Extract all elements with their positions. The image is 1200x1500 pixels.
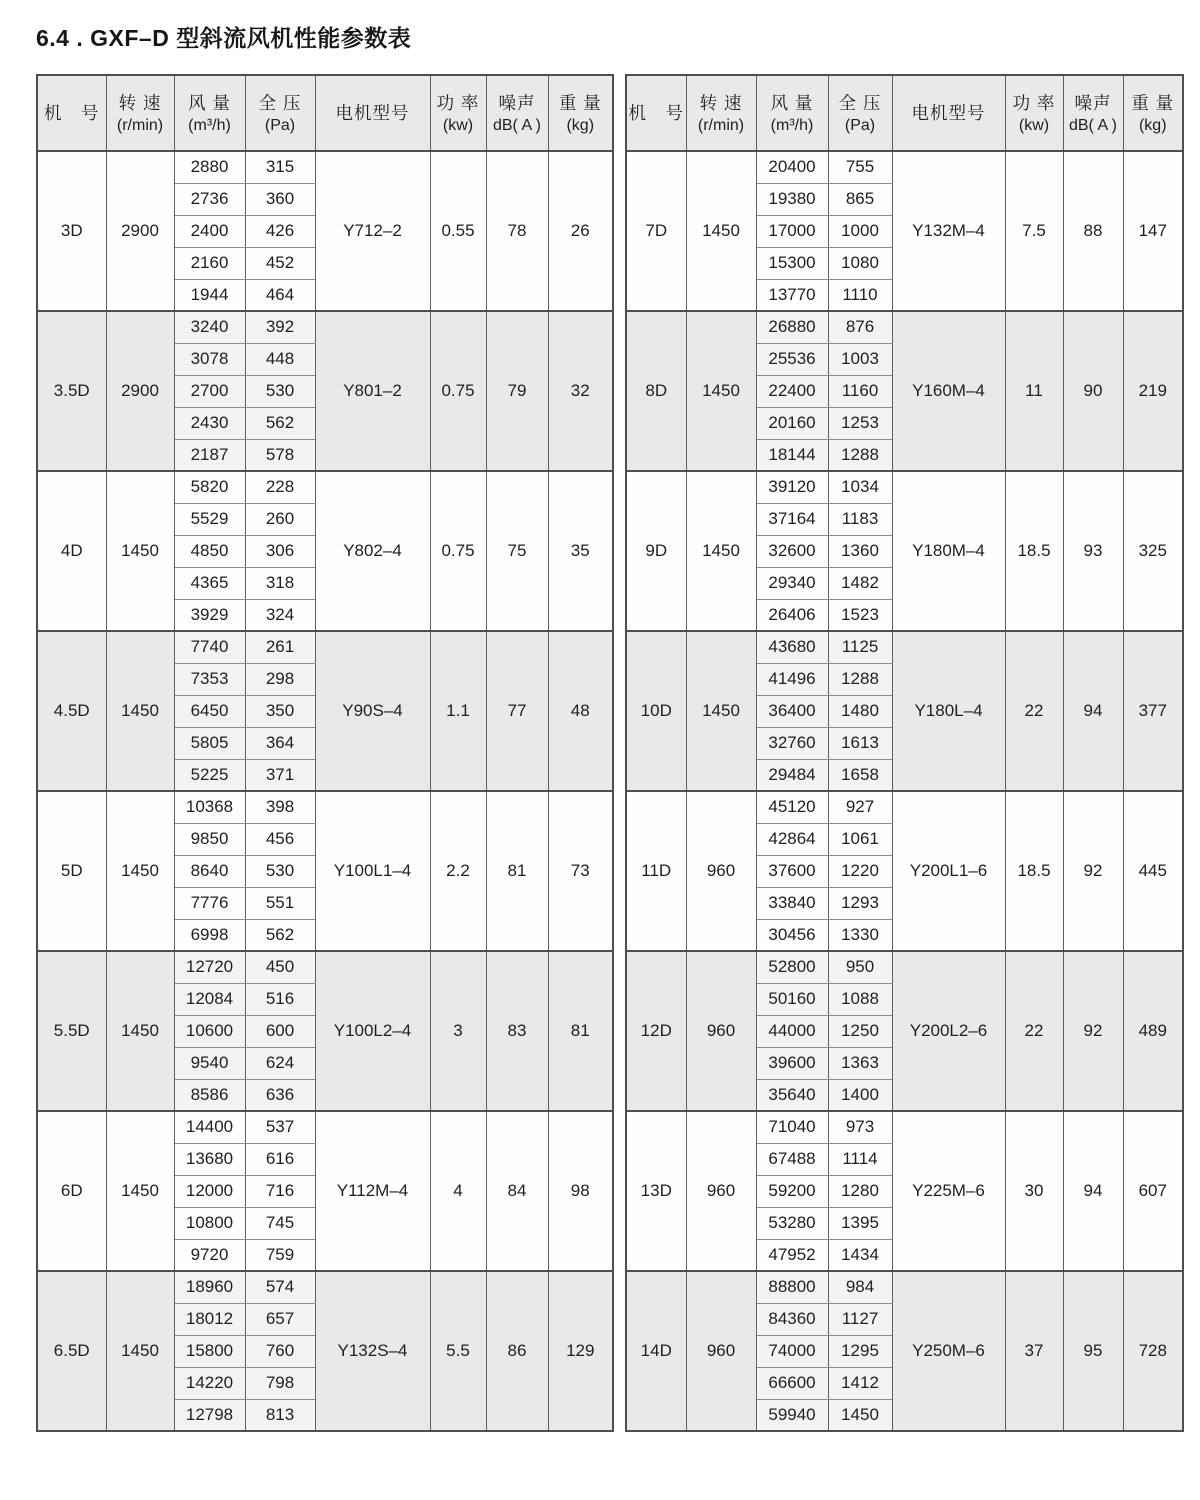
pressure-cell: 1395	[828, 1207, 892, 1239]
pressure-cell: 315	[245, 151, 315, 183]
airflow-cell: 33840	[756, 887, 828, 919]
pressure-cell: 1110	[828, 279, 892, 311]
power-cell: 11	[1005, 311, 1063, 471]
airflow-cell: 36400	[756, 695, 828, 727]
airflow-cell: 3078	[174, 343, 245, 375]
airflow-cell: 5805	[174, 727, 245, 759]
weight-cell: 32	[548, 311, 613, 471]
pressure-cell: 562	[245, 919, 315, 951]
pressure-cell: 1330	[828, 919, 892, 951]
pressure-cell: 360	[245, 183, 315, 215]
noise-cell: 86	[486, 1271, 548, 1431]
airflow-cell: 20400	[756, 151, 828, 183]
table-row	[37, 1271, 613, 1303]
pressure-cell: 1114	[828, 1143, 892, 1175]
col-header-speed: 转 速 (r/min)	[686, 75, 756, 151]
header-row	[37, 75, 613, 151]
pressure-cell: 426	[245, 215, 315, 247]
airflow-cell: 18144	[756, 439, 828, 471]
pressure-cell: 228	[245, 471, 315, 503]
airflow-cell: 8586	[174, 1079, 245, 1111]
table-row	[626, 311, 1183, 343]
pressure-cell: 759	[245, 1239, 315, 1271]
airflow-cell: 12720	[174, 951, 245, 983]
motor-cell: Y160M–4	[892, 311, 1005, 471]
pressure-cell: 1280	[828, 1175, 892, 1207]
pressure-cell: 973	[828, 1111, 892, 1143]
pressure-cell: 950	[828, 951, 892, 983]
airflow-cell: 4365	[174, 567, 245, 599]
noise-cell: 77	[486, 631, 548, 791]
airflow-cell: 15300	[756, 247, 828, 279]
power-cell: 30	[1005, 1111, 1063, 1271]
speed-cell: 1450	[686, 631, 756, 791]
airflow-cell: 12084	[174, 983, 245, 1015]
airflow-cell: 3240	[174, 311, 245, 343]
model-cell: 10D	[626, 631, 686, 791]
weight-cell: 81	[548, 951, 613, 1111]
noise-cell: 92	[1063, 951, 1123, 1111]
power-cell: 18.5	[1005, 791, 1063, 951]
motor-cell: Y801–2	[315, 311, 430, 471]
table-row	[37, 471, 613, 503]
pressure-cell: 450	[245, 951, 315, 983]
noise-cell: 94	[1063, 631, 1123, 791]
motor-cell: Y250M–6	[892, 1271, 1005, 1431]
pressure-cell: 600	[245, 1015, 315, 1047]
power-cell: 5.5	[430, 1271, 486, 1431]
weight-cell: 325	[1123, 471, 1183, 631]
table-row	[37, 951, 613, 983]
airflow-cell: 59940	[756, 1399, 828, 1431]
airflow-cell: 1944	[174, 279, 245, 311]
pressure-cell: 760	[245, 1335, 315, 1367]
col-header-power: 功 率 (kw)	[430, 75, 486, 151]
pressure-cell: 745	[245, 1207, 315, 1239]
airflow-cell: 44000	[756, 1015, 828, 1047]
pressure-cell: 1295	[828, 1335, 892, 1367]
airflow-cell: 7740	[174, 631, 245, 663]
pressure-cell: 398	[245, 791, 315, 823]
col-header-motor: 电机型号	[315, 75, 430, 151]
airflow-cell: 52800	[756, 951, 828, 983]
model-cell: 6D	[37, 1111, 106, 1271]
airflow-cell: 45120	[756, 791, 828, 823]
fan-spec-table-right	[625, 74, 1184, 1432]
speed-cell: 1450	[106, 631, 174, 791]
airflow-cell: 8640	[174, 855, 245, 887]
model-cell: 9D	[626, 471, 686, 631]
pressure-cell: 464	[245, 279, 315, 311]
page-title: 6.4 . GXF–D 型斜流风机性能参数表	[36, 25, 412, 51]
noise-cell: 79	[486, 311, 548, 471]
col-header-pressure: 全 压 (Pa)	[245, 75, 315, 151]
pressure-cell: 530	[245, 375, 315, 407]
airflow-cell: 2880	[174, 151, 245, 183]
speed-cell: 960	[686, 951, 756, 1111]
power-cell: 0.75	[430, 311, 486, 471]
table-row	[626, 951, 1183, 983]
pressure-cell: 350	[245, 695, 315, 727]
airflow-cell: 29484	[756, 759, 828, 791]
pressure-cell: 260	[245, 503, 315, 535]
noise-cell: 83	[486, 951, 548, 1111]
pressure-cell: 1293	[828, 887, 892, 919]
airflow-cell: 35640	[756, 1079, 828, 1111]
motor-cell: Y712–2	[315, 151, 430, 311]
power-cell: 1.1	[430, 631, 486, 791]
table-row	[626, 151, 1183, 183]
pressure-cell: 813	[245, 1399, 315, 1431]
pressure-cell: 984	[828, 1271, 892, 1303]
pressure-cell: 1480	[828, 695, 892, 727]
pressure-cell: 392	[245, 311, 315, 343]
pressure-cell: 306	[245, 535, 315, 567]
pressure-cell: 371	[245, 759, 315, 791]
motor-cell: Y200L2–6	[892, 951, 1005, 1111]
airflow-cell: 9540	[174, 1047, 245, 1079]
col-header-speed: 转 速 (r/min)	[106, 75, 174, 151]
airflow-cell: 10600	[174, 1015, 245, 1047]
motor-cell: Y132S–4	[315, 1271, 430, 1431]
pressure-cell: 865	[828, 183, 892, 215]
fan-table-right-body	[626, 151, 1183, 1431]
noise-cell: 75	[486, 471, 548, 631]
airflow-cell: 37164	[756, 503, 828, 535]
pressure-cell: 324	[245, 599, 315, 631]
model-cell: 5.5D	[37, 951, 106, 1111]
weight-cell: 377	[1123, 631, 1183, 791]
weight-cell: 26	[548, 151, 613, 311]
pressure-cell: 537	[245, 1111, 315, 1143]
airflow-cell: 29340	[756, 567, 828, 599]
model-cell: 3D	[37, 151, 106, 311]
model-cell: 4.5D	[37, 631, 106, 791]
pressure-cell: 516	[245, 983, 315, 1015]
airflow-cell: 47952	[756, 1239, 828, 1271]
pressure-cell: 1434	[828, 1239, 892, 1271]
weight-cell: 73	[548, 791, 613, 951]
power-cell: 3	[430, 951, 486, 1111]
motor-cell: Y225M–6	[892, 1111, 1005, 1271]
weight-cell: 147	[1123, 151, 1183, 311]
pressure-cell: 1613	[828, 727, 892, 759]
table-row	[37, 791, 613, 823]
noise-cell: 94	[1063, 1111, 1123, 1271]
pressure-cell: 657	[245, 1303, 315, 1335]
model-cell: 14D	[626, 1271, 686, 1431]
noise-cell: 95	[1063, 1271, 1123, 1431]
airflow-cell: 7776	[174, 887, 245, 919]
weight-cell: 728	[1123, 1271, 1183, 1431]
pressure-cell: 578	[245, 439, 315, 471]
table-row	[626, 791, 1183, 823]
pressure-cell: 1253	[828, 407, 892, 439]
airflow-cell: 50160	[756, 983, 828, 1015]
speed-cell: 1450	[106, 1111, 174, 1271]
airflow-cell: 53280	[756, 1207, 828, 1239]
col-header-motor: 电机型号	[892, 75, 1005, 151]
pressure-cell: 1400	[828, 1079, 892, 1111]
airflow-cell: 42864	[756, 823, 828, 855]
pressure-cell: 1250	[828, 1015, 892, 1047]
airflow-cell: 2736	[174, 183, 245, 215]
pressure-cell: 1061	[828, 823, 892, 855]
model-cell: 3.5D	[37, 311, 106, 471]
airflow-cell: 13680	[174, 1143, 245, 1175]
airflow-cell: 5225	[174, 759, 245, 791]
motor-cell: Y132M–4	[892, 151, 1005, 311]
col-header-model: 机 号	[626, 75, 686, 151]
weight-cell: 48	[548, 631, 613, 791]
pressure-cell: 448	[245, 343, 315, 375]
airflow-cell: 17000	[756, 215, 828, 247]
noise-cell: 93	[1063, 471, 1123, 631]
airflow-cell: 84360	[756, 1303, 828, 1335]
airflow-cell: 71040	[756, 1111, 828, 1143]
noise-cell: 84	[486, 1111, 548, 1271]
pressure-cell: 318	[245, 567, 315, 599]
airflow-cell: 12000	[174, 1175, 245, 1207]
col-header-noise: 噪声 dB( A )	[1063, 75, 1123, 151]
airflow-cell: 14400	[174, 1111, 245, 1143]
pressure-cell: 1160	[828, 375, 892, 407]
pressure-cell: 1003	[828, 343, 892, 375]
weight-cell: 129	[548, 1271, 613, 1431]
pressure-cell: 1658	[828, 759, 892, 791]
noise-cell: 78	[486, 151, 548, 311]
airflow-cell: 67488	[756, 1143, 828, 1175]
speed-cell: 1450	[106, 1271, 174, 1431]
airflow-cell: 10368	[174, 791, 245, 823]
airflow-cell: 22400	[756, 375, 828, 407]
pressure-cell: 1482	[828, 567, 892, 599]
pressure-cell: 1000	[828, 215, 892, 247]
airflow-cell: 3929	[174, 599, 245, 631]
table-row	[37, 631, 613, 663]
noise-cell: 90	[1063, 311, 1123, 471]
col-header-model: 机 号	[37, 75, 106, 151]
header-row	[626, 75, 1183, 151]
weight-cell: 489	[1123, 951, 1183, 1111]
speed-cell: 960	[686, 1271, 756, 1431]
motor-cell: Y90S–4	[315, 631, 430, 791]
airflow-cell: 4850	[174, 535, 245, 567]
power-cell: 4	[430, 1111, 486, 1271]
model-cell: 12D	[626, 951, 686, 1111]
model-cell: 4D	[37, 471, 106, 631]
fan-table-left-body	[37, 151, 613, 1431]
airflow-cell: 2187	[174, 439, 245, 471]
airflow-cell: 59200	[756, 1175, 828, 1207]
table-row	[37, 151, 613, 183]
power-cell: 22	[1005, 951, 1063, 1111]
pressure-cell: 1523	[828, 599, 892, 631]
table-row	[626, 1271, 1183, 1303]
noise-cell: 81	[486, 791, 548, 951]
power-cell: 37	[1005, 1271, 1063, 1431]
pressure-cell: 624	[245, 1047, 315, 1079]
pressure-cell: 551	[245, 887, 315, 919]
pressure-cell: 755	[828, 151, 892, 183]
airflow-cell: 74000	[756, 1335, 828, 1367]
airflow-cell: 30456	[756, 919, 828, 951]
pressure-cell: 636	[245, 1079, 315, 1111]
model-cell: 11D	[626, 791, 686, 951]
airflow-cell: 2430	[174, 407, 245, 439]
pressure-cell: 1127	[828, 1303, 892, 1335]
airflow-cell: 25536	[756, 343, 828, 375]
motor-cell: Y200L1–6	[892, 791, 1005, 951]
pressure-cell: 716	[245, 1175, 315, 1207]
power-cell: 0.55	[430, 151, 486, 311]
pressure-cell: 364	[245, 727, 315, 759]
airflow-cell: 6998	[174, 919, 245, 951]
airflow-cell: 2160	[174, 247, 245, 279]
power-cell: 22	[1005, 631, 1063, 791]
pressure-cell: 261	[245, 631, 315, 663]
col-header-noise: 噪声 dB( A )	[486, 75, 548, 151]
pressure-cell: 927	[828, 791, 892, 823]
pressure-cell: 1412	[828, 1367, 892, 1399]
airflow-cell: 10800	[174, 1207, 245, 1239]
col-header-power: 功 率 (kw)	[1005, 75, 1063, 151]
pressure-cell: 298	[245, 663, 315, 695]
airflow-cell: 9850	[174, 823, 245, 855]
pressure-cell: 1363	[828, 1047, 892, 1079]
model-cell: 8D	[626, 311, 686, 471]
pressure-cell: 876	[828, 311, 892, 343]
motor-cell: Y180M–4	[892, 471, 1005, 631]
model-cell: 7D	[626, 151, 686, 311]
pressure-cell: 1288	[828, 663, 892, 695]
airflow-cell: 2700	[174, 375, 245, 407]
pressure-cell: 1125	[828, 631, 892, 663]
motor-cell: Y100L2–4	[315, 951, 430, 1111]
table-row	[37, 1111, 613, 1143]
motor-cell: Y112M–4	[315, 1111, 430, 1271]
pressure-cell: 530	[245, 855, 315, 887]
pressure-cell: 1080	[828, 247, 892, 279]
pressure-cell: 1088	[828, 983, 892, 1015]
tables-container	[36, 74, 1200, 1432]
speed-cell: 1450	[106, 791, 174, 951]
airflow-cell: 88800	[756, 1271, 828, 1303]
airflow-cell: 26406	[756, 599, 828, 631]
pressure-cell: 1220	[828, 855, 892, 887]
col-header-pressure: 全 压 (Pa)	[828, 75, 892, 151]
col-header-airflow: 风 量 (m³/h)	[174, 75, 245, 151]
model-cell: 13D	[626, 1111, 686, 1271]
power-cell: 18.5	[1005, 471, 1063, 631]
airflow-cell: 19380	[756, 183, 828, 215]
speed-cell: 1450	[106, 951, 174, 1111]
airflow-cell: 14220	[174, 1367, 245, 1399]
airflow-cell: 9720	[174, 1239, 245, 1271]
col-header-weight: 重 量 (kg)	[548, 75, 613, 151]
weight-cell: 98	[548, 1111, 613, 1271]
airflow-cell: 26880	[756, 311, 828, 343]
pressure-cell: 1034	[828, 471, 892, 503]
table-row	[626, 1111, 1183, 1143]
speed-cell: 1450	[686, 151, 756, 311]
airflow-cell: 66600	[756, 1367, 828, 1399]
airflow-cell: 43680	[756, 631, 828, 663]
power-cell: 0.75	[430, 471, 486, 631]
fan-spec-table-left	[36, 74, 614, 1432]
airflow-cell: 15800	[174, 1335, 245, 1367]
airflow-cell: 41496	[756, 663, 828, 695]
airflow-cell: 18012	[174, 1303, 245, 1335]
table-row	[626, 471, 1183, 503]
weight-cell: 445	[1123, 791, 1183, 951]
airflow-cell: 39600	[756, 1047, 828, 1079]
airflow-cell: 20160	[756, 407, 828, 439]
noise-cell: 92	[1063, 791, 1123, 951]
pressure-cell: 1288	[828, 439, 892, 471]
table-row	[37, 311, 613, 343]
col-header-airflow: 风 量 (m³/h)	[756, 75, 828, 151]
motor-cell: Y180L–4	[892, 631, 1005, 791]
weight-cell: 607	[1123, 1111, 1183, 1271]
motor-cell: Y100L1–4	[315, 791, 430, 951]
airflow-cell: 18960	[174, 1271, 245, 1303]
airflow-cell: 32600	[756, 535, 828, 567]
pressure-cell: 1450	[828, 1399, 892, 1431]
speed-cell: 960	[686, 791, 756, 951]
pressure-cell: 616	[245, 1143, 315, 1175]
pressure-cell: 1183	[828, 503, 892, 535]
pressure-cell: 562	[245, 407, 315, 439]
noise-cell: 88	[1063, 151, 1123, 311]
airflow-cell: 5529	[174, 503, 245, 535]
airflow-cell: 6450	[174, 695, 245, 727]
model-cell: 6.5D	[37, 1271, 106, 1431]
airflow-cell: 7353	[174, 663, 245, 695]
col-header-weight: 重 量 (kg)	[1123, 75, 1183, 151]
airflow-cell: 5820	[174, 471, 245, 503]
pressure-cell: 452	[245, 247, 315, 279]
power-cell: 7.5	[1005, 151, 1063, 311]
weight-cell: 219	[1123, 311, 1183, 471]
motor-cell: Y802–4	[315, 471, 430, 631]
airflow-cell: 2400	[174, 215, 245, 247]
pressure-cell: 574	[245, 1271, 315, 1303]
pressure-cell: 456	[245, 823, 315, 855]
airflow-cell: 37600	[756, 855, 828, 887]
speed-cell: 1450	[686, 311, 756, 471]
airflow-cell: 39120	[756, 471, 828, 503]
speed-cell: 2900	[106, 151, 174, 311]
airflow-cell: 12798	[174, 1399, 245, 1431]
pressure-cell: 798	[245, 1367, 315, 1399]
speed-cell: 960	[686, 1111, 756, 1271]
speed-cell: 2900	[106, 311, 174, 471]
speed-cell: 1450	[686, 471, 756, 631]
airflow-cell: 32760	[756, 727, 828, 759]
pressure-cell: 1360	[828, 535, 892, 567]
model-cell: 5D	[37, 791, 106, 951]
table-row	[626, 631, 1183, 663]
speed-cell: 1450	[106, 471, 174, 631]
airflow-cell: 13770	[756, 279, 828, 311]
power-cell: 2.2	[430, 791, 486, 951]
weight-cell: 35	[548, 471, 613, 631]
